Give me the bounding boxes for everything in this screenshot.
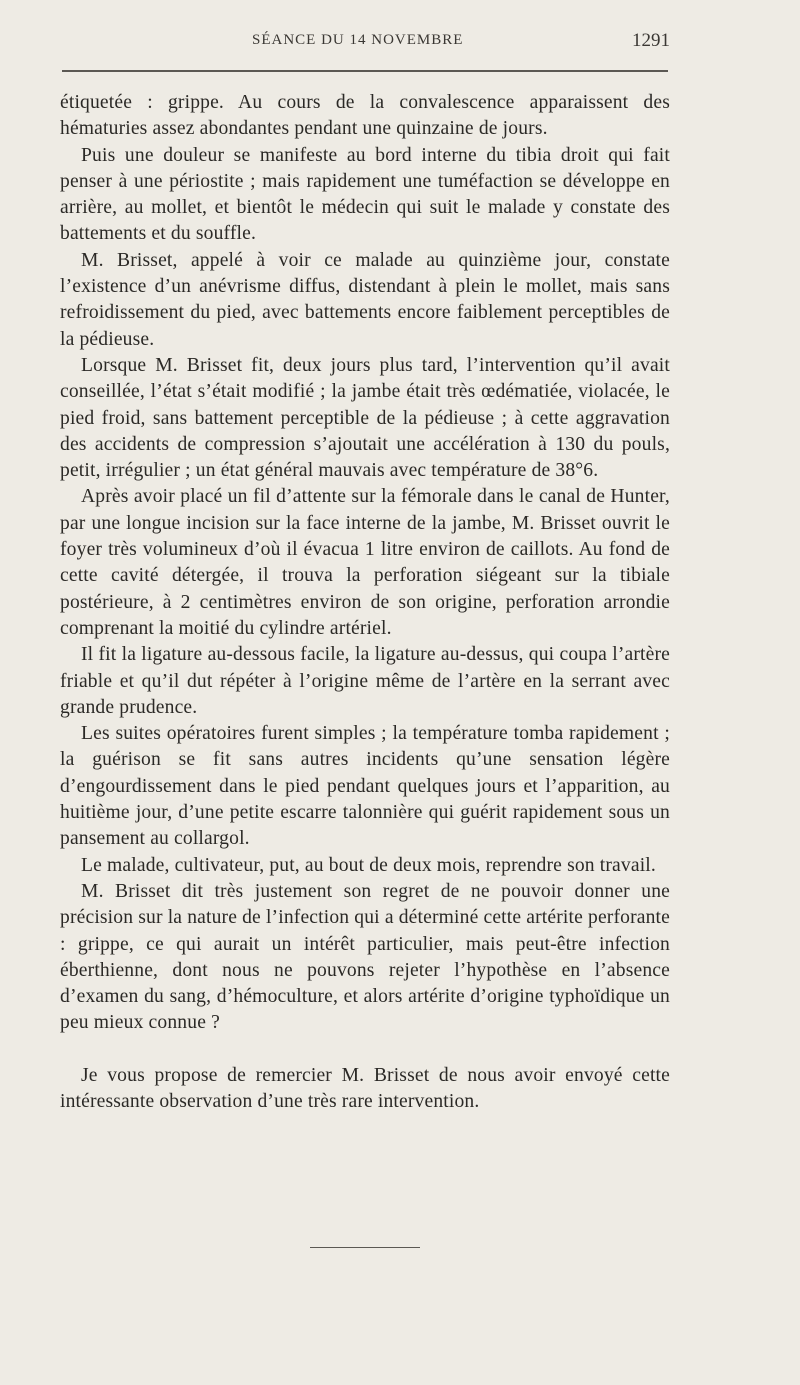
paragraph-9: M. Brisset dit très justement son regret de ne pouvoir donner une précision sur la nature de l’infection qui a déterminé cette artérite perforante : grippe, ce qui aurait un intérêt particulier, mais peut-être infection éberthienne, dont nous ne pouvons rejeter l’hypothèse en l’absence d’examen du sang, d’hémoculture, et alors artérite d’origine typhoïdique un peu mieux connue ? [60, 880, 670, 1034]
paragraph-7: Les suites opératoires furent simples ; la température tomba rapidement ; la guérison se fit sans autres incidents qu’une sensation légère d’engourdissement dans le pied pendant quelques jours et l’apparition, au huitième jour, d’une petite escarre talonnière qui guérit rapidement sous un pansement au collargol. [60, 723, 670, 850]
running-title: SÉANCE DU 14 NOVEMBRE [252, 32, 464, 48]
body-text [60, 90, 670, 1115]
paragraph-5: Après avoir placé un fil d’attente sur la fémorale dans le canal de Hunter, par une longue incision sur la face interne de la jambe, M. Brisset ouvrit le foyer très volumineux d’où il évacua 1 litre environ de caillots. Au fond de cette cavité détergée, il trouva la perforation siégeant sur la tibiale postérieure, à 2 centimètres environ de son origine, perforation arrondie comprenant la moitié du cylindre artériel. [60, 486, 670, 639]
paragraph-3: M. Brisset, appelé à voir ce malade au quinzième jour, constate l’existence d’un anévrisme diffus, distendant à plein le mollet, mais sans refroidissement du pied, avec battements encore faiblement perceptibles de la pédieuse. [60, 249, 670, 350]
paragraph-2: Puis une douleur se manifeste au bord interne du tibia droit qui fait penser à une périostite ; mais rapidement une tuméfaction se développe en arrière, au mollet, et bientôt le médecin qui suit le malade y constate des battements et du souffle. [60, 144, 670, 245]
paragraph-6: Il fit la ligature au-dessous facile, la ligature au-dessus, qui coupa l’artère friable et qu’il dut répéter à l’origine même de l’artère en la serrant avec grande prudence. [60, 644, 670, 718]
paragraph-8: Le malade, cultivateur, put, au bout de deux mois, reprendre son travail. [81, 854, 656, 876]
header-rule [62, 70, 668, 72]
page-header [62, 30, 670, 58]
end-rule [310, 1247, 420, 1248]
closing-paragraph: Je vous propose de remercier M. Brisset de nous avoir envoyé cette intéressante observation d’une très rare intervention. [60, 1064, 670, 1112]
paragraph-4: Lorsque M. Brisset fit, deux jours plus tard, l’intervention qu’il avait conseillée, l’état s’était modifié ; la jambe était très œdématiée, violacée, le pied froid, sans battement perceptible de la pédieuse ; à cette aggravation des accidents de compression s’ajoutait une accélération à 130 du pouls, petit, irrégulier ; un état général mauvais avec température de 38°6. [60, 354, 670, 482]
page-number: 1291 [632, 30, 670, 51]
paragraph-1: étiquetée : grippe. Au cours de la convalescence apparaissent des hématuries assez abondantes pendant une quinzaine de jours. [60, 92, 670, 140]
